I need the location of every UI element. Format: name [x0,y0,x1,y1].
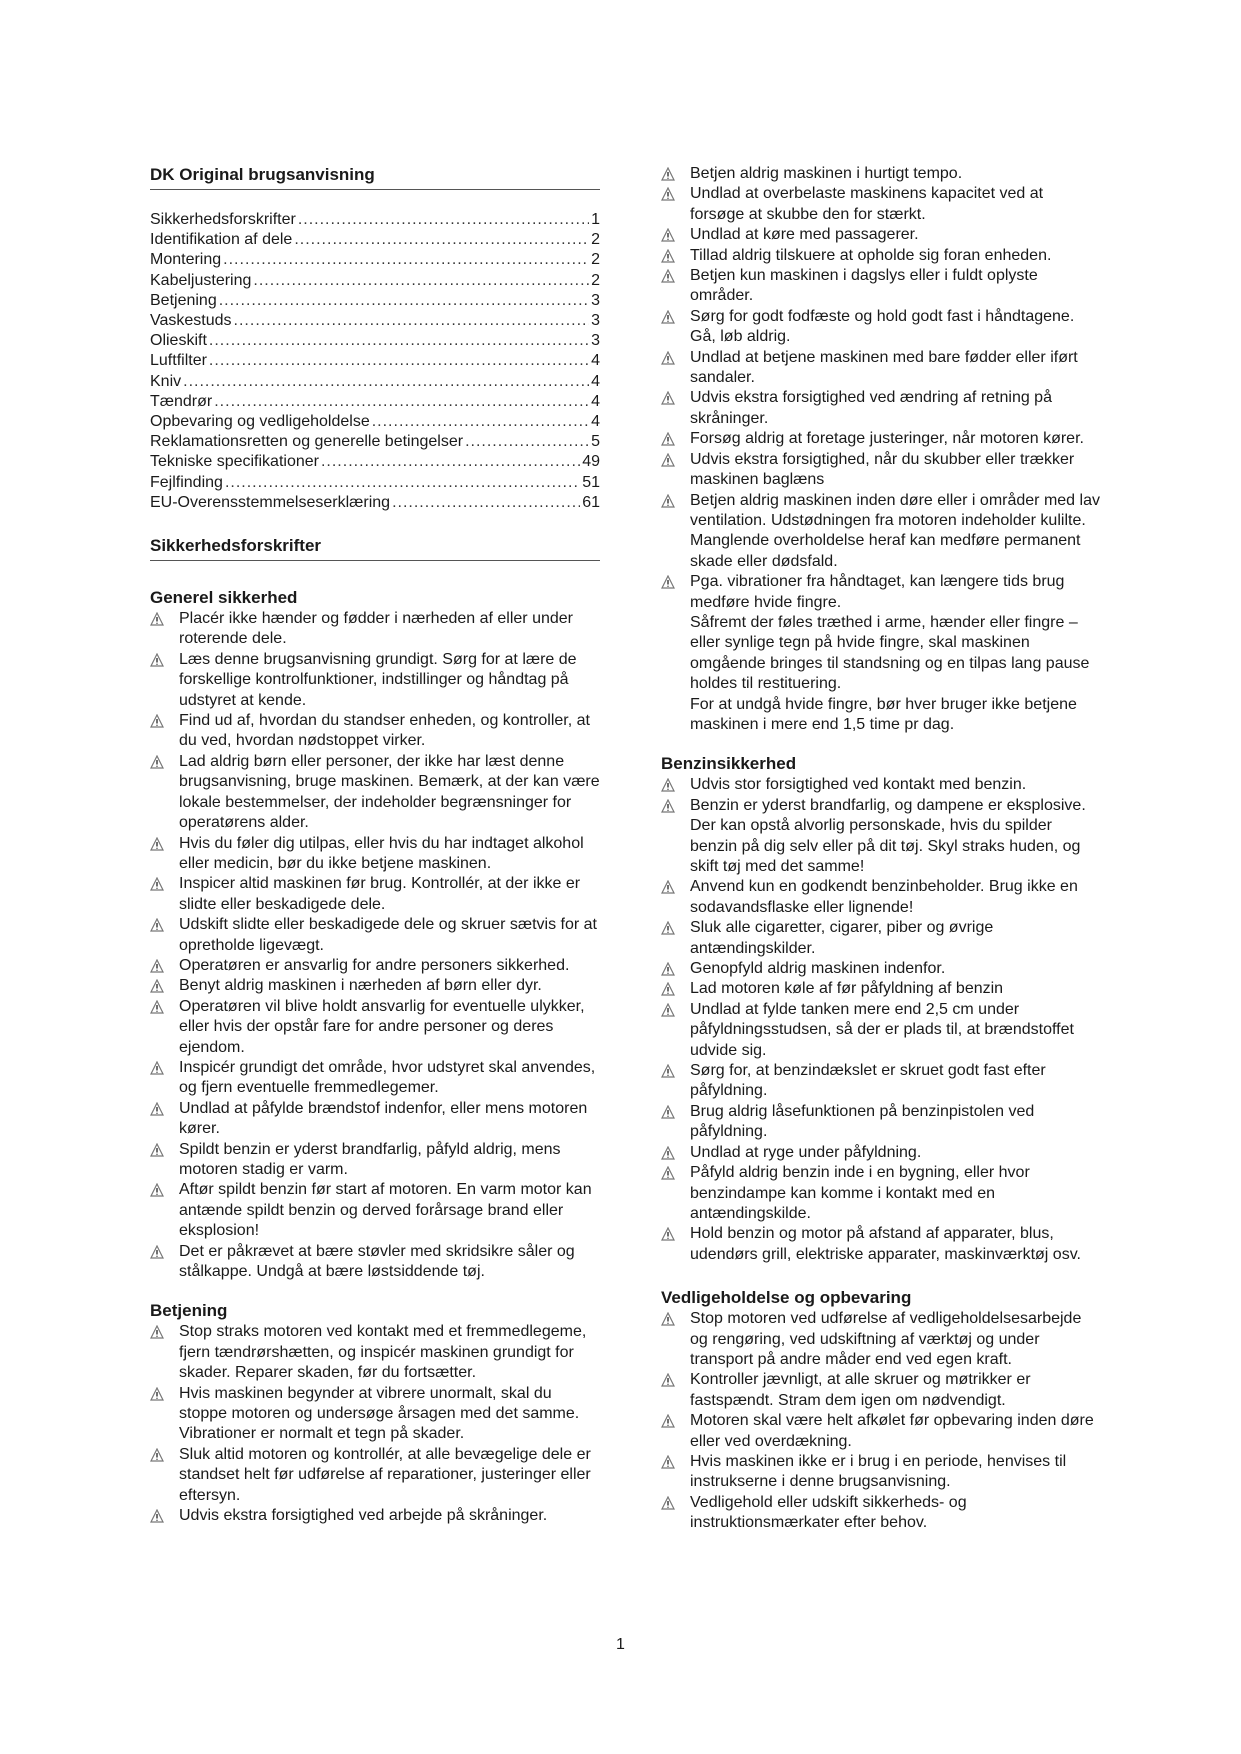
warning-item [661,225,1101,245]
warning-text: Stop motoren ved udførelse af vedligeholdelsesarbejde og rengøring, ved udskiftning af værktøj og under transport på andre måder end ved egen kraft. [690,1310,1082,1368]
toc-page-number: 3 [591,291,600,309]
toc-row [150,392,600,412]
warning-text: Anvend kun en godkendt benzinbeholder. Brug ikke en sodavandsflaske eller lignende! [690,878,1078,916]
toc-label: Luftfilter [150,352,207,370]
warning-triangle-icon [150,612,164,626]
warning-item [150,1058,600,1099]
toc-row [150,271,600,291]
warning-text: Sørg for godt fodfæste og hold godt fast i håndtagene. Gå, løb aldrig. [690,307,1075,346]
warning-item [661,348,1101,389]
warning-text: Hvis du føler dig utilpas, eller hvis du har indtaget alkohol eller medicin, bør du ikke betjene maskinen. [179,834,584,872]
warning-triangle-icon [150,755,164,769]
warning-text: Kontroller jævnligt, at alle skruer og møtrikker er fastspændt. Stram dem igen om nødvendigt. [690,1371,1031,1409]
warning-item [150,650,600,711]
warning-text: Benzin er yderst brandfarlig, og dampene er eksplosive. Der kan opstå alvorlig personskade, hvis du spilder benzin på dig selv eller på dit tøj. Skyl straks huden, og skift tøj med det samme! [690,796,1086,875]
warning-triangle-icon [150,1061,164,1075]
warning-text: Hvis maskinen begynder at vibrere unormalt, skal du stoppe motoren og undersøge årsagen med det samme. Vibrationer er normalt et tegn på skader. [179,1384,580,1443]
warning-text: Spildt benzin er yderst brandfarlig, påfyld aldrig, mens motoren stadig er varm. [179,1140,561,1179]
warning-item [150,1384,600,1445]
warning-text: Påfyld aldrig benzin inde i en bygning, eller hvor benzindampe kan komme i kontakt med en antændingskilde. [690,1164,1030,1222]
warning-item [661,1452,1101,1493]
warning-item [661,1143,1101,1163]
warning-item [661,246,1101,266]
warning-text: Betjen kun maskinen i dagslys eller i fuldt oplyste områder. [690,267,1038,305]
toc-row [150,493,600,513]
warning-triangle-icon [150,959,164,973]
warning-triangle-icon [150,1509,164,1523]
operation-list-continued [661,164,1101,613]
toc-leader-dots [321,452,580,472]
toc-page-number: 2 [591,231,600,249]
operation-list [150,1322,600,1526]
toc-label: EU-Overensstemmelseserklæring [150,493,391,511]
toc-label: Kniv [150,372,182,390]
toc-page-number: 2 [591,271,600,289]
warning-item [661,1163,1101,1224]
toc-page-number: 51 [582,473,600,491]
toc-row [150,412,600,432]
warning-triangle-icon [661,494,675,508]
warning-text: Forsøg aldrig at foretage justeringer, når motoren kører. [690,430,1084,448]
warning-text: Operatøren er ansvarlig for andre personers sikkerhed. [179,956,570,974]
warning-text: Udvis ekstra forsigtighed ved arbejde på skråninger. [179,1507,548,1525]
warning-triangle-icon [661,921,675,935]
warning-item [150,1180,600,1241]
toc-row [150,432,600,452]
warning-triangle-icon [661,432,675,446]
warning-text: Stop straks motoren ved kontakt med et fremmedlegeme, fjern tændrørshætten, og inspicér maskinen grundigt for skader. Reparer skaden, før du fortsætter. [179,1323,587,1382]
warning-triangle-icon [661,187,675,201]
toc-leader-dots [209,331,589,351]
warning-item [661,266,1101,307]
toc-row [150,452,600,472]
warning-triangle-icon [661,310,675,324]
warning-triangle-icon [661,1455,675,1469]
warning-item [661,388,1101,429]
warning-item [661,450,1101,491]
warning-triangle-icon [150,1102,164,1116]
toc-row [150,291,600,311]
maintenance-list [661,1309,1101,1533]
toc-row [150,250,600,270]
warning-text: Udskift slidte eller beskadigede dele og skruer sætvis for at opretholde ligevægt. [179,916,597,954]
warning-item [661,959,1101,979]
warning-triangle-icon [661,167,675,181]
warning-item [150,997,600,1058]
warning-triangle-icon [661,1227,675,1241]
warning-text: Find ud af, hvordan du standser enheden, og kontroller, at du ved, hvordan nødstoppet virker. [179,712,590,750]
warning-item [150,976,600,996]
vibration-paragraph-2: For at undgå hvide fingre, bør hver bruger ikke betjene maskinen i mere end 1,5 time pr dag. [690,695,1077,733]
left-column [150,164,600,1527]
toc-row [150,210,600,230]
warning-text: Inspicer altid maskinen før brug. Kontrollér, at der ikke er slidte eller beskadigede dele. [179,875,581,913]
warning-triangle-icon [661,880,675,894]
warning-triangle-icon [661,1496,675,1510]
warning-triangle-icon [150,1325,164,1339]
warning-triangle-icon [150,1143,164,1157]
warning-text: Udvis stor forsigtighed ved kontakt med benzin. [690,776,1027,794]
toc-page-number: 3 [591,312,600,330]
toc-page-number: 61 [582,493,600,511]
warning-triangle-icon [661,351,675,365]
table-of-contents [150,210,600,513]
warning-item [150,834,600,875]
operation-heading: Betjening [150,1301,228,1321]
warning-item [150,956,600,976]
warning-triangle-icon [661,269,675,283]
warning-text: Inspicér grundigt det område, hvor udstyret skal anvendes, og fjern eventuelle fremmedlegemer. [179,1058,596,1097]
toc-page-number: 49 [582,453,600,471]
toc-leader-dots [253,271,589,291]
toc-label: Opbevaring og vedligeholdelse [150,413,370,431]
warning-text: Genopfyld aldrig maskinen indenfor. [690,960,946,978]
toc-leader-dots [392,493,580,513]
warning-item [150,1242,600,1283]
warning-text: Udvis ekstra forsigtighed, når du skubber eller trækker maskinen baglæns [690,450,1075,489]
toc-page-number: 3 [591,332,600,350]
fuel-safety-heading: Benzinsikkerhed [661,754,797,774]
toc-label: Reklamationsretten og generelle betingelser [150,433,464,451]
warning-text: Undlad at påfylde brændstof indenfor, eller mens motoren kører. [179,1099,588,1138]
warning-text: Det er påkrævet at bære støvler med skridsikre såler og stålkappe. Undgå at bære løstsiddende tøj. [179,1242,575,1281]
warning-triangle-icon [661,799,675,813]
toc-label: Tekniske specifikationer [150,453,319,471]
warning-text: Placér ikke hænder og fødder i nærheden af eller under roterende dele. [179,610,573,648]
warning-triangle-icon [661,1414,675,1428]
document-title: DK Original brugsanvisning [150,164,600,190]
toc-label: Fejlfinding [150,473,223,491]
warning-triangle-icon [150,653,164,667]
general-safety-list [150,609,600,1282]
warning-item [150,1099,600,1140]
warning-text: Lad aldrig børn eller personer, der ikke har læst denne brugsanvisning, bruge maskinen. Bemærk, at der kan være lokale bestemmelser, der indeholder begrænsninger for operatørens alder. [179,752,600,832]
warning-item [661,1000,1101,1061]
warning-item [661,979,1101,999]
toc-label: Tændrør [150,392,213,410]
toc-label: Betjening [150,291,217,309]
warning-text: Undlad at ryge under påfyldning. [690,1143,922,1161]
warning-item [150,711,600,752]
warning-triangle-icon [661,391,675,405]
safety-heading: Sikkerhedsforskrifter [150,535,600,561]
warning-triangle-icon [661,982,675,996]
page-number: 1 [616,1636,625,1653]
toc-leader-dots [209,351,589,371]
warning-item [661,307,1101,348]
warning-item [661,572,1101,613]
toc-row [150,311,600,331]
warning-triangle-icon [150,918,164,932]
warning-item [150,752,600,834]
toc-label: Identifikation af dele [150,231,293,249]
toc-label: Olieskift [150,332,207,350]
warning-item [661,1370,1101,1411]
warning-item [150,1322,600,1383]
toc-leader-dots [225,473,580,493]
warning-text: Betjen aldrig maskinen inden døre eller i områder med lav ventilation. Udstødningen fra motoren indeholder kulilte. Manglende overholdelse heraf kan medføre permanent skade eller dødsfald. [690,491,1100,570]
toc-leader-dots [183,372,589,392]
warning-item [661,1309,1101,1370]
warning-item [661,1493,1101,1534]
warning-triangle-icon [661,1003,675,1017]
warning-text: Benyt aldrig maskinen i nærheden af børn eller dyr. [179,977,542,995]
warning-item [150,609,600,650]
toc-leader-dots [214,392,589,412]
warning-triangle-icon [661,1373,675,1387]
toc-label: Montering [150,251,222,269]
fuel-safety-list [661,775,1101,1265]
warning-text: Udvis ekstra forsigtighed ved ændring af retning på skråninger. [690,389,1052,427]
toc-row [150,230,600,250]
warning-item [150,915,600,956]
toc-page-number: 1 [591,211,600,228]
warning-triangle-icon [661,1312,675,1326]
warning-item [661,877,1101,918]
warning-text: Undlad at fylde tanken mere end 2,5 cm under påfyldningsstudsen, så der er plads til, at brændstoffet udvide sig. [690,1000,1074,1059]
toc-leader-dots [234,311,590,331]
toc-label: Kabeljustering [150,271,252,289]
warning-item [661,1224,1101,1265]
vibration-paragraph-1: Såfremt der føles træthed i arme, hænder eller fingre – eller synlige tegn på hvide fingre, skal maskinen omgående bringes til standsning og en tilpas lang pause holdes til restituering. [690,613,1090,693]
warning-triangle-icon [661,1146,675,1160]
warning-triangle-icon [661,1064,675,1078]
warning-triangle-icon [661,453,675,467]
warning-triangle-icon [150,877,164,891]
warning-item [150,874,600,915]
toc-page-number: 4 [591,413,600,431]
warning-triangle-icon [661,962,675,976]
warning-text: Læs denne brugsanvisning grundigt. Sørg for at lære de forskellige kontrolfunktioner, indstillinger og håndtag på udstyret at kende. [179,650,577,709]
warning-triangle-icon [150,1245,164,1259]
warning-item [661,491,1101,573]
toc-label: Sikkerhedsforskrifter [150,211,296,228]
toc-page-number: 5 [591,433,600,451]
warning-triangle-icon [150,837,164,851]
warning-triangle-icon [661,1105,675,1119]
warning-triangle-icon [661,1166,675,1180]
warning-triangle-icon [150,1183,164,1197]
maintenance-heading: Vedligeholdelse og opbevaring [661,1288,912,1308]
warning-triangle-icon [150,714,164,728]
toc-leader-dots [465,432,589,452]
toc-leader-dots [372,412,589,432]
toc-leader-dots [294,230,589,250]
warning-text: Sluk altid motoren og kontrollér, at alle bevægelige dele er standset helt før udførelse af reparationer, justeringer eller eftersyn. [179,1445,591,1504]
warning-triangle-icon [150,1387,164,1401]
toc-page-number: 2 [591,251,600,269]
warning-item [661,775,1101,795]
warning-triangle-icon [661,249,675,263]
warning-text: Undlad at overbelaste maskinens kapacitet ved at forsøge at skubbe den for stærkt. [690,185,1044,223]
warning-text: Betjen aldrig maskinen i hurtigt tempo. [690,165,963,182]
warning-text: Sluk alle cigaretter, cigarer, piber og øvrige antændingskilder. [690,919,994,957]
toc-row [150,372,600,392]
warning-item [661,796,1101,878]
warning-triangle-icon [150,1448,164,1462]
warning-triangle-icon [150,1000,164,1014]
warning-text: Hold benzin og motor på afstand af apparater, blus, udendørs grill, elektriske apparater, maskinværktøj osv. [690,1225,1081,1263]
warning-triangle-icon [661,778,675,792]
warning-item [661,918,1101,959]
warning-triangle-icon [150,979,164,993]
warning-item [661,184,1101,225]
warning-item [150,1140,600,1181]
toc-label: Vaskestuds [150,312,232,330]
warning-item [150,1506,600,1526]
toc-page-number: 4 [591,352,600,370]
toc-row [150,351,600,371]
warning-item [150,1445,600,1506]
warning-triangle-icon [661,575,675,589]
toc-page-number: 4 [591,392,600,410]
warning-item [661,164,1101,184]
right-column [661,164,1101,1534]
toc-row [150,473,600,493]
toc-leader-dots [219,291,589,311]
warning-triangle-icon [661,228,675,242]
warning-text: Motoren skal være helt afkølet før opbevaring inden døre eller ved overdækning. [690,1412,1094,1450]
warning-text: Pga. vibrationer fra håndtaget, kan længere tids brug medføre hvide fingre. [690,573,1065,611]
warning-item [661,429,1101,449]
general-safety-heading: Generel sikkerhed [150,588,298,608]
warning-text: Tillad aldrig tilskuere at opholde sig foran enheden. [690,246,1052,264]
warning-text: Hvis maskinen ikke er i brug i en periode, henvises til instrukserne i denne brugsanvisning. [690,1452,1067,1491]
warning-text: Vedligehold eller udskift sikkerheds- og instruktionsmærkater efter behov. [690,1493,967,1532]
warning-item [661,1102,1101,1143]
warning-text: Operatøren vil blive holdt ansvarlig for eventuelle ulykker, eller hvis der opstår fare for andre personer og deres ejendom. [179,997,585,1056]
toc-row [150,331,600,351]
warning-text: Undlad at køre med passagerer. [690,226,919,244]
warning-text: Lad motoren køle af før påfyldning af benzin [690,980,1004,998]
toc-leader-dots [298,210,589,230]
warning-text: Undlad at betjene maskinen med bare fødder eller iført sandaler. [690,348,1078,387]
warning-text: Aftør spildt benzin før start af motoren. En varm motor kan antænde spildt benzin og derved forårsage brand eller eksplosion! [179,1181,592,1240]
warning-text: Sørg for, at benzindækslet er skruet godt fast efter påfyldning. [690,1062,1046,1100]
warning-item [661,1061,1101,1102]
toc-leader-dots [223,250,589,270]
warning-text: Brug aldrig låsefunktionen på benzinpistolen ved påfyldning. [690,1102,1035,1141]
warning-item [661,1411,1101,1452]
toc-page-number: 4 [591,372,600,390]
